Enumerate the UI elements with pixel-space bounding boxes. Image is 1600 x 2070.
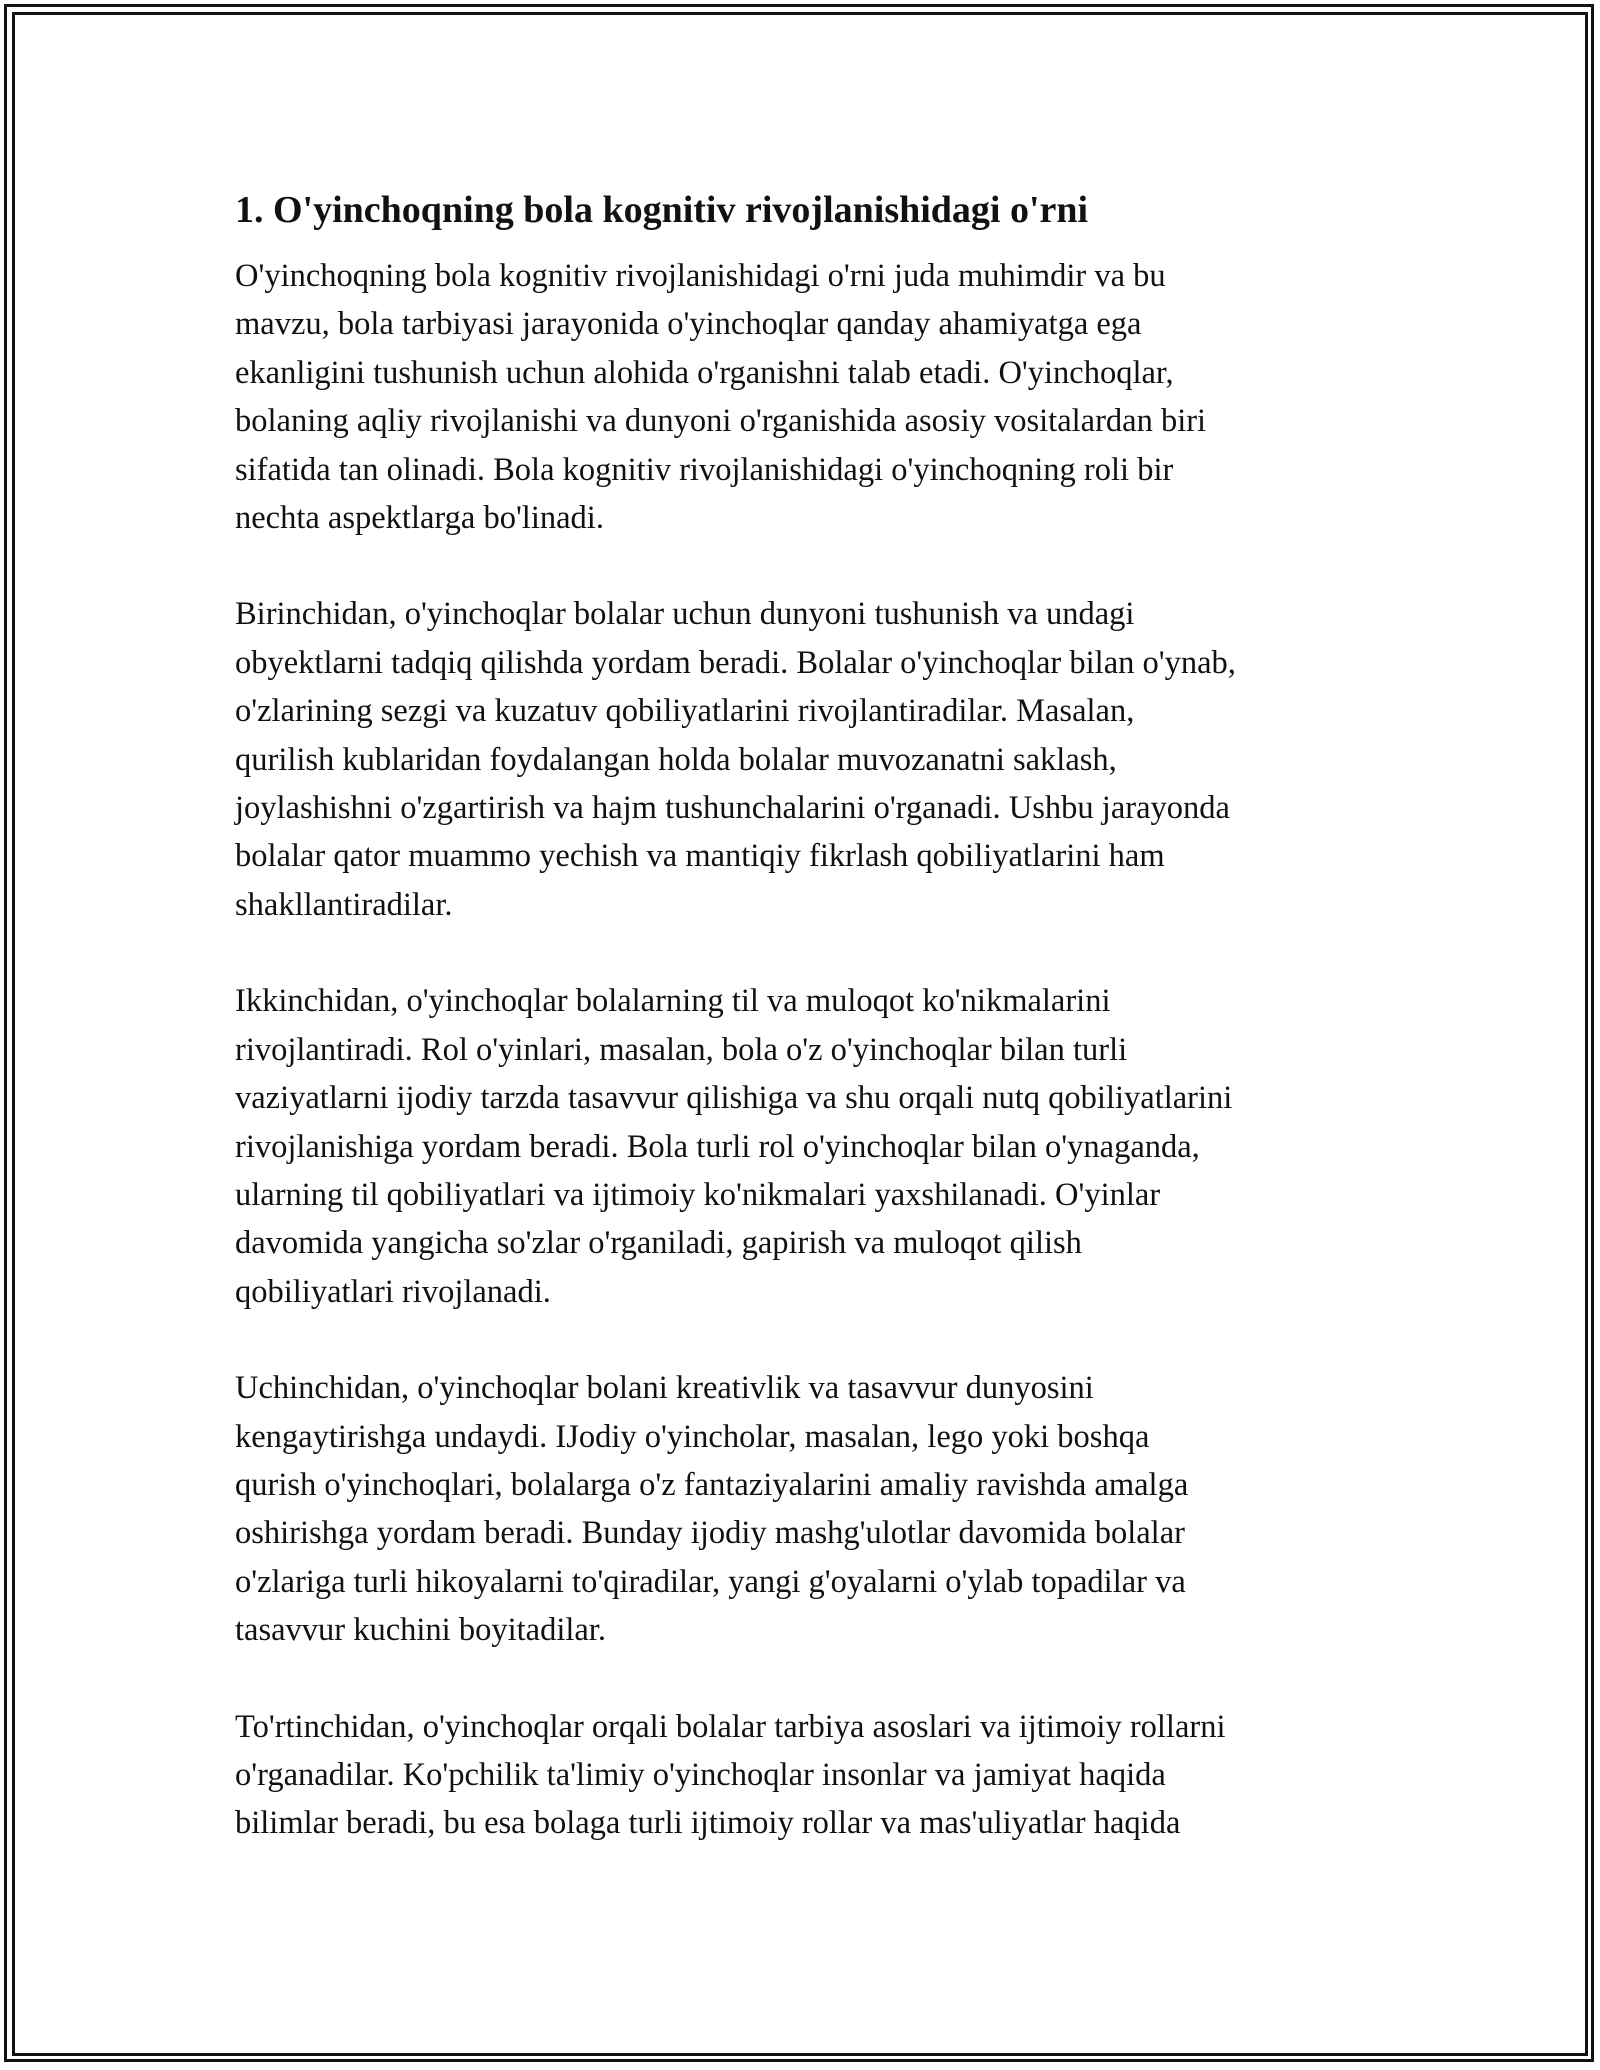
text-line: mavzu, bola tarbiyasi jarayonida o'yinchoqlar qanday ahamiyatga ega <box>235 306 1142 343</box>
section-heading: 1. O'yinchoqning bola kognitiv rivojlanishidagi o'rni <box>235 189 1089 231</box>
text-line: o'zlarining sezgi va kuzatuv qobiliyatlarini rivojlantiradilar. Masalan, <box>235 693 1135 730</box>
text-line: bolaning aqliy rivojlanishi va dunyoni o'rganishida asosiy vositalardan biri <box>235 403 1207 440</box>
text-line: joylashishni o'zgartirish va hajm tushunchalarini o'rganadi. Ushbu jarayonda <box>235 790 1230 827</box>
text-line: qurilish kublaridan foydalangan holda bolalar muvozanatni saklash, <box>235 741 1117 778</box>
text-line: obyektlarni tadqiq qilishda yordam beradi. Bolalar o'yinchoqlar bilan o'ynab, <box>235 644 1236 681</box>
text-line: rivojlantiradi. Rol o'yinlari, masalan, bola o'z o'yinchoqlar bilan turli <box>235 1031 1128 1068</box>
text-line: ularning til qobiliyatlari va ijtimoiy ko'nikmalari yaxshilanadi. O'yinlar <box>235 1176 1161 1213</box>
text-line: o'rganadilar. Ko'pchilik ta'limiy o'yinchoqlar insonlar va jamiyat haqida <box>235 1756 1166 1793</box>
text-line: vaziyatlarni ijodiy tarzda tasavvur qilishiga va shu orqali nutq qobiliyatlarini <box>235 1080 1233 1117</box>
text-line: sifatida tan olinadi. Bola kognitiv rivojlanishidagi o'yinchoqning roli bir <box>235 451 1174 488</box>
text-line: qobiliyatlari rivojlanadi. <box>235 1273 551 1310</box>
text-line: To'rtinchidan, o'yinchoqlar orqali bolalar tarbiya asoslari va ijtimoiy rollarni <box>235 1708 1226 1745</box>
text-line: qurish o'yinchoqlari, bolalarga o'z fantaziyalarini amaliy ravishda amalga <box>235 1466 1189 1503</box>
text-line: oshirishga yordam beradi. Bunday ijodiy mashg'ulotlar davomida bolalar <box>235 1515 1185 1552</box>
text-line: ekanligini tushunish uchun alohida o'rganishni talab etadi. O'yinchoqlar, <box>235 354 1174 391</box>
text-line: davomida yangicha so'zlar o'rganiladi, gapirish va muloqot qilish <box>235 1225 1082 1262</box>
text-line: nechta aspektlarga bo'linadi. <box>235 500 604 537</box>
text-line: shakllantiradilar. <box>235 886 453 923</box>
text-line: Birinchidan, o'yinchoqlar bolalar uchun dunyoni tushunish va undagi <box>235 596 1135 633</box>
text-line: rivojlanishiga yordam beradi. Bola turli rol o'yinchoqlar bilan o'ynaganda, <box>235 1128 1200 1165</box>
text-line: Ikkinchidan, o'yinchoqlar bolalarning til va muloqot ko'nikmalarini <box>235 983 1111 1020</box>
paragraph-intro <box>235 252 1375 542</box>
paragraph-second-point <box>235 977 1375 1316</box>
paragraph-third-point <box>235 1364 1375 1654</box>
paragraph-fourth-point <box>235 1703 1375 1848</box>
paragraph-first-point <box>235 590 1375 929</box>
text-line: tasavvur kuchini boyitadilar. <box>235 1612 606 1649</box>
document-body <box>235 186 1375 1896</box>
text-line: kengaytirishga undaydi. IJodiy o'yincholar, masalan, lego yoki boshqa <box>235 1418 1150 1455</box>
text-line: o'zlariga turli hikoyalarni to'qiradilar, yangi g'oyalarni o'ylab topadilar va <box>235 1563 1186 1600</box>
text-line: O'yinchoqning bola kognitiv rivojlanishidagi o'rni juda muhimdir va bu <box>235 258 1166 294</box>
text-line: Uchinchidan, o'yinchoqlar bolani kreativlik va tasavvur dunyosini <box>235 1370 1094 1407</box>
text-line: bilimlar beradi, bu esa bolaga turli ijtimoiy rollar va mas'uliyatlar haqida <box>235 1805 1181 1842</box>
text-line: bolalar qator muammo yechish va mantiqiy fikrlash qobiliyatlarini ham <box>235 838 1165 875</box>
